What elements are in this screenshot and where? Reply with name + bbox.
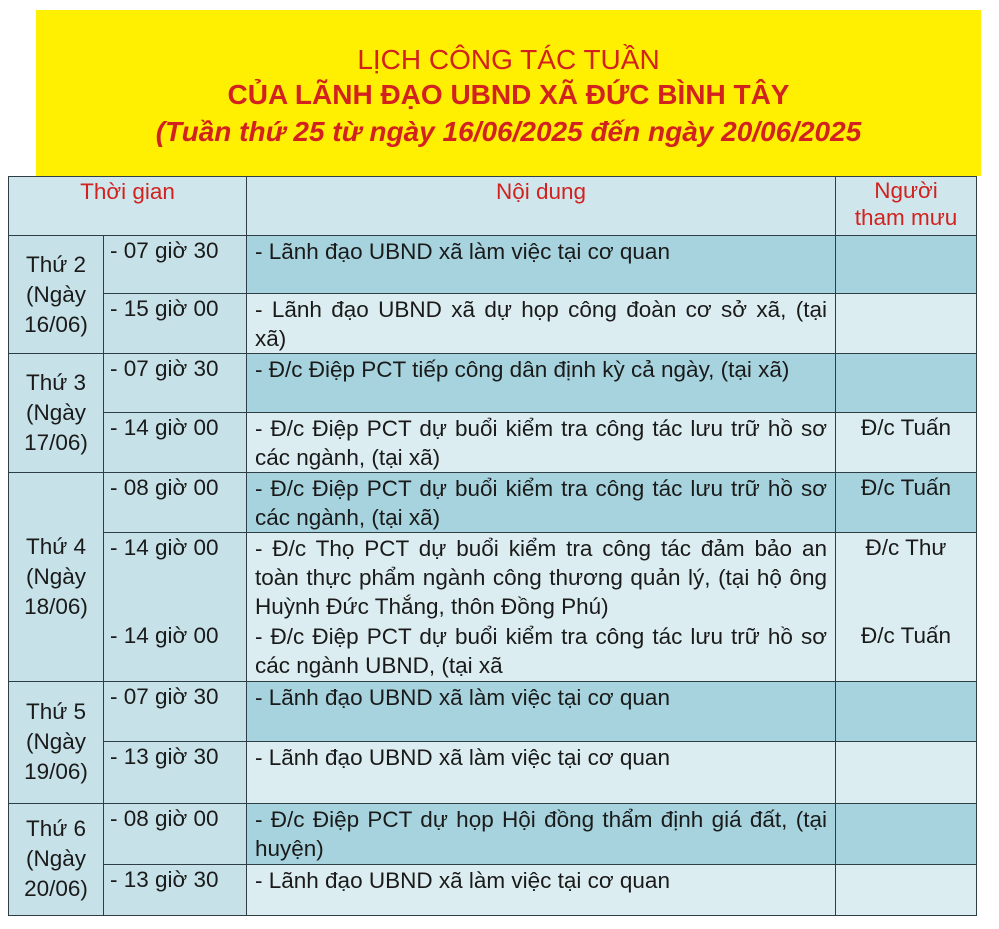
- content-text: - Lãnh đạo UBND xã làm việc tại cơ quan: [255, 867, 670, 893]
- person-cell: [836, 741, 977, 803]
- day-cell: [9, 354, 104, 473]
- content-text: - Lãnh đạo UBND xã làm việc tại cơ quan: [255, 684, 670, 710]
- content-text: - Đ/c Điệp PCT dự buổi kiểm tra công tác lưu trữ hồ sơ các ngành UBND, (tại xã: [255, 624, 827, 678]
- title-week-range: (Tuần thứ 25 từ ngày 16/06/2025 đến ngày 20/06/2025: [155, 116, 862, 147]
- person-cell: Đ/c Tuấn: [836, 413, 977, 473]
- header-content: Nội dung: [247, 177, 836, 236]
- content-cell: [247, 864, 836, 915]
- day-date-prefix: (Ngày: [25, 400, 87, 425]
- day-label: Thứ 5: [25, 699, 87, 724]
- table-row: [9, 294, 977, 354]
- day-cell: [9, 236, 104, 354]
- header-time: Thời gian: [9, 177, 247, 236]
- time-cell: - 14 giờ 00: [104, 533, 247, 622]
- table-row: [9, 621, 977, 681]
- content-cell: [247, 294, 836, 354]
- content-text: - Lãnh đạo UBND xã dự họp công đoàn cơ sở xã, (tại xã): [255, 297, 827, 351]
- day-date: 16/06): [24, 311, 88, 337]
- person-cell: Đ/c Tuấn: [836, 621, 977, 681]
- table-row: [9, 533, 977, 622]
- schedule-title-banner: [36, 10, 981, 176]
- day-date: 20/06): [24, 876, 88, 901]
- time-cell: - 07 giờ 30: [104, 681, 247, 741]
- content-cell: [247, 533, 836, 622]
- day-cell: [9, 473, 104, 682]
- table-row: [9, 681, 977, 741]
- person-cell: [836, 864, 977, 915]
- content-text: - Đ/c Điệp PCT dự họp Hội đồng thẩm định giá đất, (tại huyện): [255, 806, 827, 861]
- table-header-row: [9, 177, 977, 236]
- title-line-1: LỊCH CÔNG TÁC TUẦN: [357, 44, 660, 75]
- person-cell: [836, 681, 977, 741]
- content-cell: [247, 621, 836, 681]
- person-cell: [836, 236, 977, 294]
- time-cell: - 08 giờ 00: [104, 473, 247, 533]
- content-cell: [247, 236, 836, 294]
- table-row: [9, 354, 977, 413]
- content-text: - Đ/c Điệp PCT dự buổi kiểm tra công tác lưu trữ hồ sơ các ngành, (tại xã): [255, 476, 827, 530]
- day-label: Thứ 6: [25, 816, 87, 841]
- day-label: Thứ 4: [25, 533, 87, 559]
- person-cell: Đ/c Thư: [836, 533, 977, 622]
- header-person: [836, 177, 977, 236]
- day-date: 19/06): [24, 759, 88, 784]
- table-row: [9, 473, 977, 533]
- table-row: [9, 741, 977, 803]
- person-cell: [836, 354, 977, 413]
- time-cell: - 13 giờ 30: [104, 741, 247, 803]
- day-date: 17/06): [24, 430, 88, 455]
- content-cell: [247, 413, 836, 473]
- day-cell: [9, 803, 104, 915]
- time-cell: - 14 giờ 00: [104, 413, 247, 473]
- day-label: Thứ 2: [25, 251, 87, 277]
- content-text: - Lãnh đạo UBND xã làm việc tại cơ quan: [255, 239, 670, 264]
- table-row: [9, 413, 977, 473]
- table-row: [9, 236, 977, 294]
- time-cell: - 08 giờ 00: [104, 803, 247, 864]
- table-row: [9, 864, 977, 915]
- content-cell: [247, 681, 836, 741]
- person-cell: [836, 803, 977, 864]
- person-cell: Đ/c Tuấn: [836, 473, 977, 533]
- day-cell: [9, 681, 104, 803]
- header-person-line1: Người: [874, 178, 938, 203]
- time-cell: - 14 giờ 00: [104, 621, 247, 681]
- day-date-prefix: (Ngày: [25, 846, 87, 871]
- content-text: - Đ/c Thọ PCT dự buổi kiểm tra công tác đảm bảo an toàn thực phẩm ngành công thương quản lý, (tại hộ ông Huỳnh Đức Thắng, thôn Đồng Phú): [255, 536, 827, 619]
- day-label: Thứ 3: [25, 370, 87, 395]
- time-cell: - 13 giờ 30: [104, 864, 247, 915]
- person-cell: [836, 294, 977, 354]
- day-date-prefix: (Ngày: [25, 729, 87, 754]
- header-person-line2: tham mưu: [854, 205, 958, 230]
- content-cell: [247, 354, 836, 413]
- day-date: 18/06): [24, 593, 88, 619]
- day-date-prefix: (Ngày: [25, 281, 87, 307]
- content-text: - Lãnh đạo UBND xã làm việc tại cơ quan: [255, 744, 670, 770]
- table-row: [9, 803, 977, 864]
- title-line-2: CỦA LÃNH ĐẠO UBND XÃ ĐỨC BÌNH TÂY: [227, 79, 790, 110]
- content-cell: [247, 473, 836, 533]
- content-text: - Đ/c Điệp PCT dự buổi kiểm tra công tác lưu trữ hồ sơ các ngành, (tại xã): [255, 416, 827, 470]
- content-cell: [247, 741, 836, 803]
- time-cell: - 07 giờ 30: [104, 236, 247, 294]
- weekly-schedule-table: [8, 176, 977, 916]
- content-cell: [247, 803, 836, 864]
- time-cell: - 07 giờ 30: [104, 354, 247, 413]
- day-date-prefix: (Ngày: [25, 563, 87, 589]
- content-text: - Đ/c Điệp PCT tiếp công dân định kỳ cả ngày, (tại xã): [255, 357, 790, 382]
- time-cell: - 15 giờ 00: [104, 294, 247, 354]
